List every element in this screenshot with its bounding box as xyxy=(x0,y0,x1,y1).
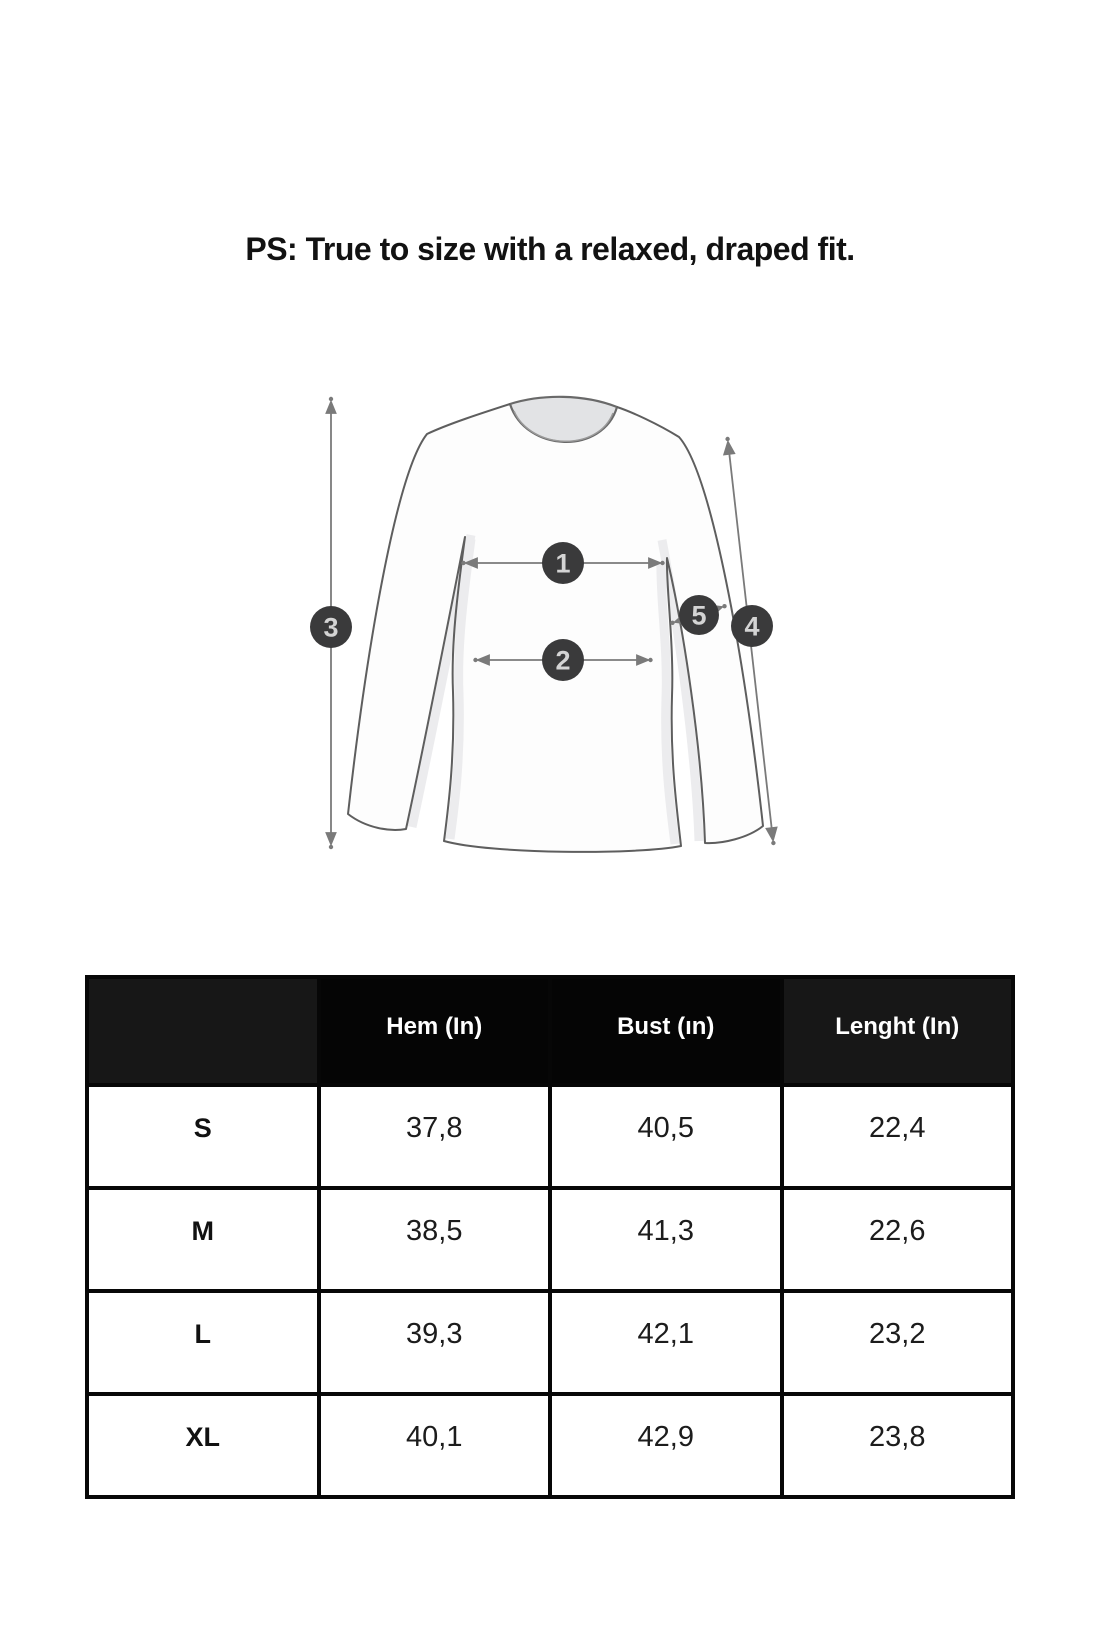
marker-4-label: 4 xyxy=(744,611,760,642)
marker-3-label: 3 xyxy=(323,612,339,643)
marker-4-badge xyxy=(731,605,773,647)
col-header-size xyxy=(87,977,319,1085)
length-cell: 22,6 xyxy=(782,1188,1014,1291)
size-cell: S xyxy=(87,1085,319,1188)
size-cell: L xyxy=(87,1291,319,1394)
marker-3-badge xyxy=(310,606,352,648)
length-cell: 23,8 xyxy=(782,1394,1014,1497)
col-header-bust: Bust (ın) xyxy=(550,977,782,1085)
marker-2-label: 2 xyxy=(555,645,571,676)
table-header-row xyxy=(87,977,1013,1085)
marker-5-label: 5 xyxy=(691,600,707,631)
fit-note-heading: PS: True to size with a relaxed, draped fit. xyxy=(245,231,855,267)
length-cell: 23,2 xyxy=(782,1291,1014,1394)
bust-cell: 42,1 xyxy=(550,1291,782,1394)
table-row xyxy=(87,1291,1013,1394)
marker-1-badge xyxy=(542,542,584,584)
bust-cell: 41,3 xyxy=(550,1188,782,1291)
marker-5-badge xyxy=(679,595,719,635)
size-cell: XL xyxy=(87,1394,319,1497)
col-header-hem: Hem (In) xyxy=(319,977,551,1085)
size-cell: M xyxy=(87,1188,319,1291)
bust-cell: 40,5 xyxy=(550,1085,782,1188)
hem-cell: 37,8 xyxy=(319,1085,551,1188)
table-row xyxy=(87,1188,1013,1291)
hem-cell: 39,3 xyxy=(319,1291,551,1394)
size-chart-table xyxy=(85,975,1015,1499)
table-row xyxy=(87,1085,1013,1188)
length-cell: 22,4 xyxy=(782,1085,1014,1188)
hem-cell: 38,5 xyxy=(319,1188,551,1291)
table-row xyxy=(87,1394,1013,1497)
bust-cell: 42,9 xyxy=(550,1394,782,1497)
col-header-length: Lenght (In) xyxy=(782,977,1014,1085)
marker-1-label: 1 xyxy=(555,548,571,579)
marker-2-badge xyxy=(542,639,584,681)
shirt-diagram-svg xyxy=(270,358,800,858)
hem-cell: 40,1 xyxy=(319,1394,551,1497)
shirt-measurement-diagram xyxy=(270,358,800,858)
